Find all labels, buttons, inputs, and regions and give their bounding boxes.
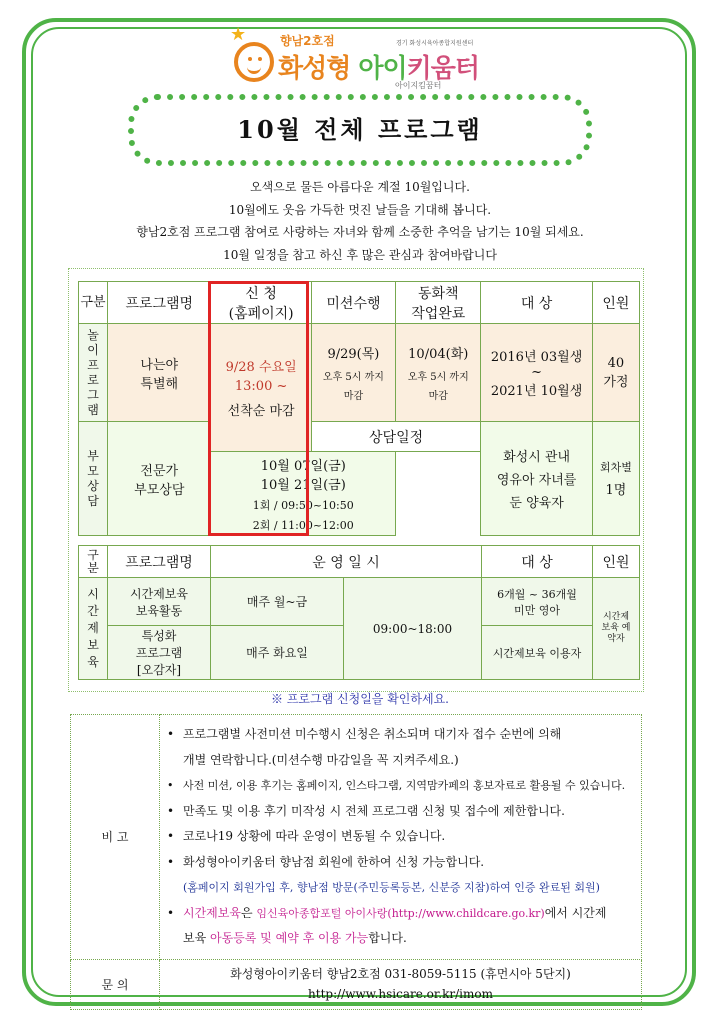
remark-item: 개별 연락합니다.(미션수행 마감일을 꼭 지켜주세요.): [183, 752, 459, 767]
remark-item: • 만족도 및 이용 후기 미작성 시 전체 프로그램 신청 및 접수에 제한합니다.: [183, 799, 640, 825]
intro-line: 오색으로 물든 아름다운 계절 10월입니다.: [250, 180, 470, 194]
col-category: [79, 546, 108, 578]
page-title: 10월 전체 프로그램: [237, 115, 483, 144]
program-line: 부모상담: [134, 482, 185, 498]
remark-text: 에서 시간제: [544, 905, 607, 920]
row-category-play: [79, 324, 108, 422]
target-cell: [481, 422, 592, 536]
schedule-date: 10월 21일(금): [260, 477, 346, 493]
contact-url[interactable]: http://www.hsicare.or.kr/imom: [308, 987, 493, 1001]
program-name: [108, 578, 211, 626]
target-line: 화성시 관내: [503, 450, 571, 465]
program-line: 보육활동: [135, 603, 183, 618]
category-text: 부모상담: [87, 448, 99, 508]
logo-name: [278, 48, 479, 85]
intro-text: [40, 176, 680, 266]
target-cell: [481, 324, 592, 422]
people-cell: [593, 578, 640, 680]
remark-item: • 사전 미션, 이용 후기는 홈페이지, 인스타그램, 지역맘카페의 홍보자료로 활용될 수 있습니다.: [183, 773, 640, 799]
program-line: [오감자]: [136, 663, 182, 677]
remarks-label: 비 고: [71, 715, 160, 960]
remark-item: • 코로나19 상황에 따라 운영이 변동될 수 있습니다.: [183, 824, 640, 850]
target-tilde: ~: [531, 365, 543, 380]
remark-item: (홈페이지 회원가입 후, 향남점 방문(주민등록등본, 신분증 지참)하여 인증 완료된 회원): [183, 881, 600, 894]
row-category-childcare: [79, 578, 108, 680]
program-line: 프로그램: [135, 646, 183, 660]
program-line: 나는야: [140, 357, 179, 373]
program-name: [108, 422, 211, 536]
people-line: 가정: [603, 374, 629, 390]
apply-note: 선착순 마감: [227, 404, 295, 419]
apply-cell: [211, 324, 311, 452]
contact-line: 화성형아이키움터 향남2호점 031-8059-5115 (휴먼시아 5단지): [230, 967, 571, 981]
remark-highlight: 아동등록 및 예약 후 이용 가능: [210, 931, 369, 945]
intro-line: 향남2호점 프로그램 참여로 사랑하는 자녀와 함께 소중한 추억을 남기는 10월 되세요.: [136, 225, 584, 239]
schedule-cell: [211, 452, 396, 536]
logo-subtitle: 아이지킴꿈터: [395, 81, 442, 90]
col-target: 대 상: [482, 546, 593, 578]
target-line: 2016년 03월생: [490, 350, 583, 365]
remark-item-childcare-cont: [183, 926, 640, 952]
mission-time: 오후 5시 까지: [322, 372, 384, 383]
people-line: 회차별: [599, 461, 632, 474]
col-mission: 미션수행: [311, 282, 395, 324]
program-name: [108, 626, 211, 680]
remark-item: • 화성형아이키움터 향남점 회원에 한하여 신청 가능합니다.: [183, 850, 640, 876]
remark-item-childcare: [183, 901, 640, 927]
logo: [230, 24, 490, 90]
childcare-link[interactable]: 임신육아종합포털 아이사랑(http://www.childcare.go.kr): [256, 906, 545, 920]
category-text: 시간제보육: [87, 587, 99, 669]
remark-item: • 프로그램별 사전미션 미수행시 신청은 취소되며 대기자 접수 순번에 의해: [183, 722, 640, 748]
col-book: [396, 282, 481, 324]
program-line: 전문가: [140, 463, 179, 479]
book-time: 오후 5시 까지: [407, 372, 469, 383]
col-book-sub: 작업완료: [411, 305, 466, 322]
logo-name-3: 키움터: [406, 54, 480, 84]
days-cell: 매주 화요일: [211, 626, 344, 680]
program-line: 시간제보육: [130, 586, 188, 601]
mission-date: 9/29(목): [327, 347, 380, 362]
contact-label: 문 의: [71, 959, 160, 1009]
program-line: 특별해: [140, 376, 179, 392]
people-line: 40: [607, 355, 625, 371]
target-cell: 시간제보육 이용자: [482, 626, 593, 680]
remark-text: 보육: [183, 931, 210, 945]
contact-content: [160, 959, 642, 1009]
book-date: 10/04(화): [408, 347, 469, 362]
logo-name-2: 아이: [358, 54, 407, 84]
col-people: 인원: [593, 546, 640, 578]
logo-name-1: 화성형: [278, 54, 351, 84]
logo-branch: 향남2호점: [280, 34, 335, 48]
col-book-label: 동화책: [417, 285, 459, 302]
schedule-date: 10월 07일(금): [260, 458, 346, 474]
col-apply: [211, 282, 311, 324]
category-text: 구분: [87, 547, 99, 575]
target-line: 영유아 자녀를: [496, 473, 577, 488]
remark-highlight: 시간제보육: [183, 905, 241, 920]
notice: ※ 프로그램 신청일을 확인하세요.: [271, 692, 449, 706]
remarks-table: [70, 714, 642, 1010]
target-line: 둔 양육자: [509, 496, 564, 511]
row-category-consult: [79, 422, 108, 536]
col-people: 인원: [592, 282, 639, 324]
col-schedule: 운 영 일 시: [211, 546, 482, 578]
book-close: 마감: [428, 391, 448, 402]
mission-close: 마감: [343, 391, 364, 402]
program-table: [78, 281, 640, 536]
logo-center: 경기 화성시육아종합지원센터: [396, 40, 474, 47]
people-cell: [592, 324, 639, 422]
col-program: 프로그램명: [108, 546, 211, 578]
schedule-title: 상담일정: [311, 422, 481, 452]
apply-date: 9/28 수요일: [225, 360, 297, 375]
intro-line: 10월에도 웃음 가득한 멋진 날들을 기대해 봅니다.: [228, 202, 492, 217]
smile-face-icon: [234, 42, 274, 82]
people-text: 시간제 보육 예약자: [601, 612, 631, 644]
col-program: 프로그램명: [108, 282, 211, 324]
col-target: 대 상: [481, 282, 592, 324]
target-line: 미만 영아: [513, 603, 560, 617]
col-category: 구분: [79, 282, 108, 324]
childcare-table: [78, 545, 640, 680]
target-cell: [482, 578, 593, 626]
category-text: 놀이프로그램: [87, 327, 99, 417]
program-name: [108, 324, 211, 422]
people-cell: [592, 422, 639, 536]
apply-time: 13:00 ~: [234, 379, 288, 394]
target-line: 2021년 10월생: [490, 384, 583, 399]
target-line: 6개월 ~ 36개월: [497, 587, 577, 601]
days-cell: 매주 월~금: [211, 578, 344, 626]
time-cell: 09:00~18:00: [344, 578, 482, 680]
col-apply-sub: (홈페이지): [228, 305, 294, 322]
star-icon: ★: [230, 24, 247, 45]
mission-cell: [311, 324, 395, 422]
col-apply-label: 신 청: [245, 285, 277, 302]
intro-line: 10월 일정을 참고 하신 후 많은 관심과 참여바랍니다: [223, 247, 497, 262]
schedule-slot: 2회 / 11:00~12:00: [252, 518, 354, 532]
book-cell: [396, 324, 481, 422]
schedule-slot: 1회 / 09:50~10:50: [252, 498, 354, 512]
remarks-content: [160, 715, 642, 960]
remark-text: 은: [240, 905, 257, 920]
program-line: 특성화: [141, 629, 177, 643]
remark-text: 합니다.: [368, 931, 407, 945]
title-box: [128, 94, 592, 166]
people-line: 1명: [605, 483, 627, 498]
